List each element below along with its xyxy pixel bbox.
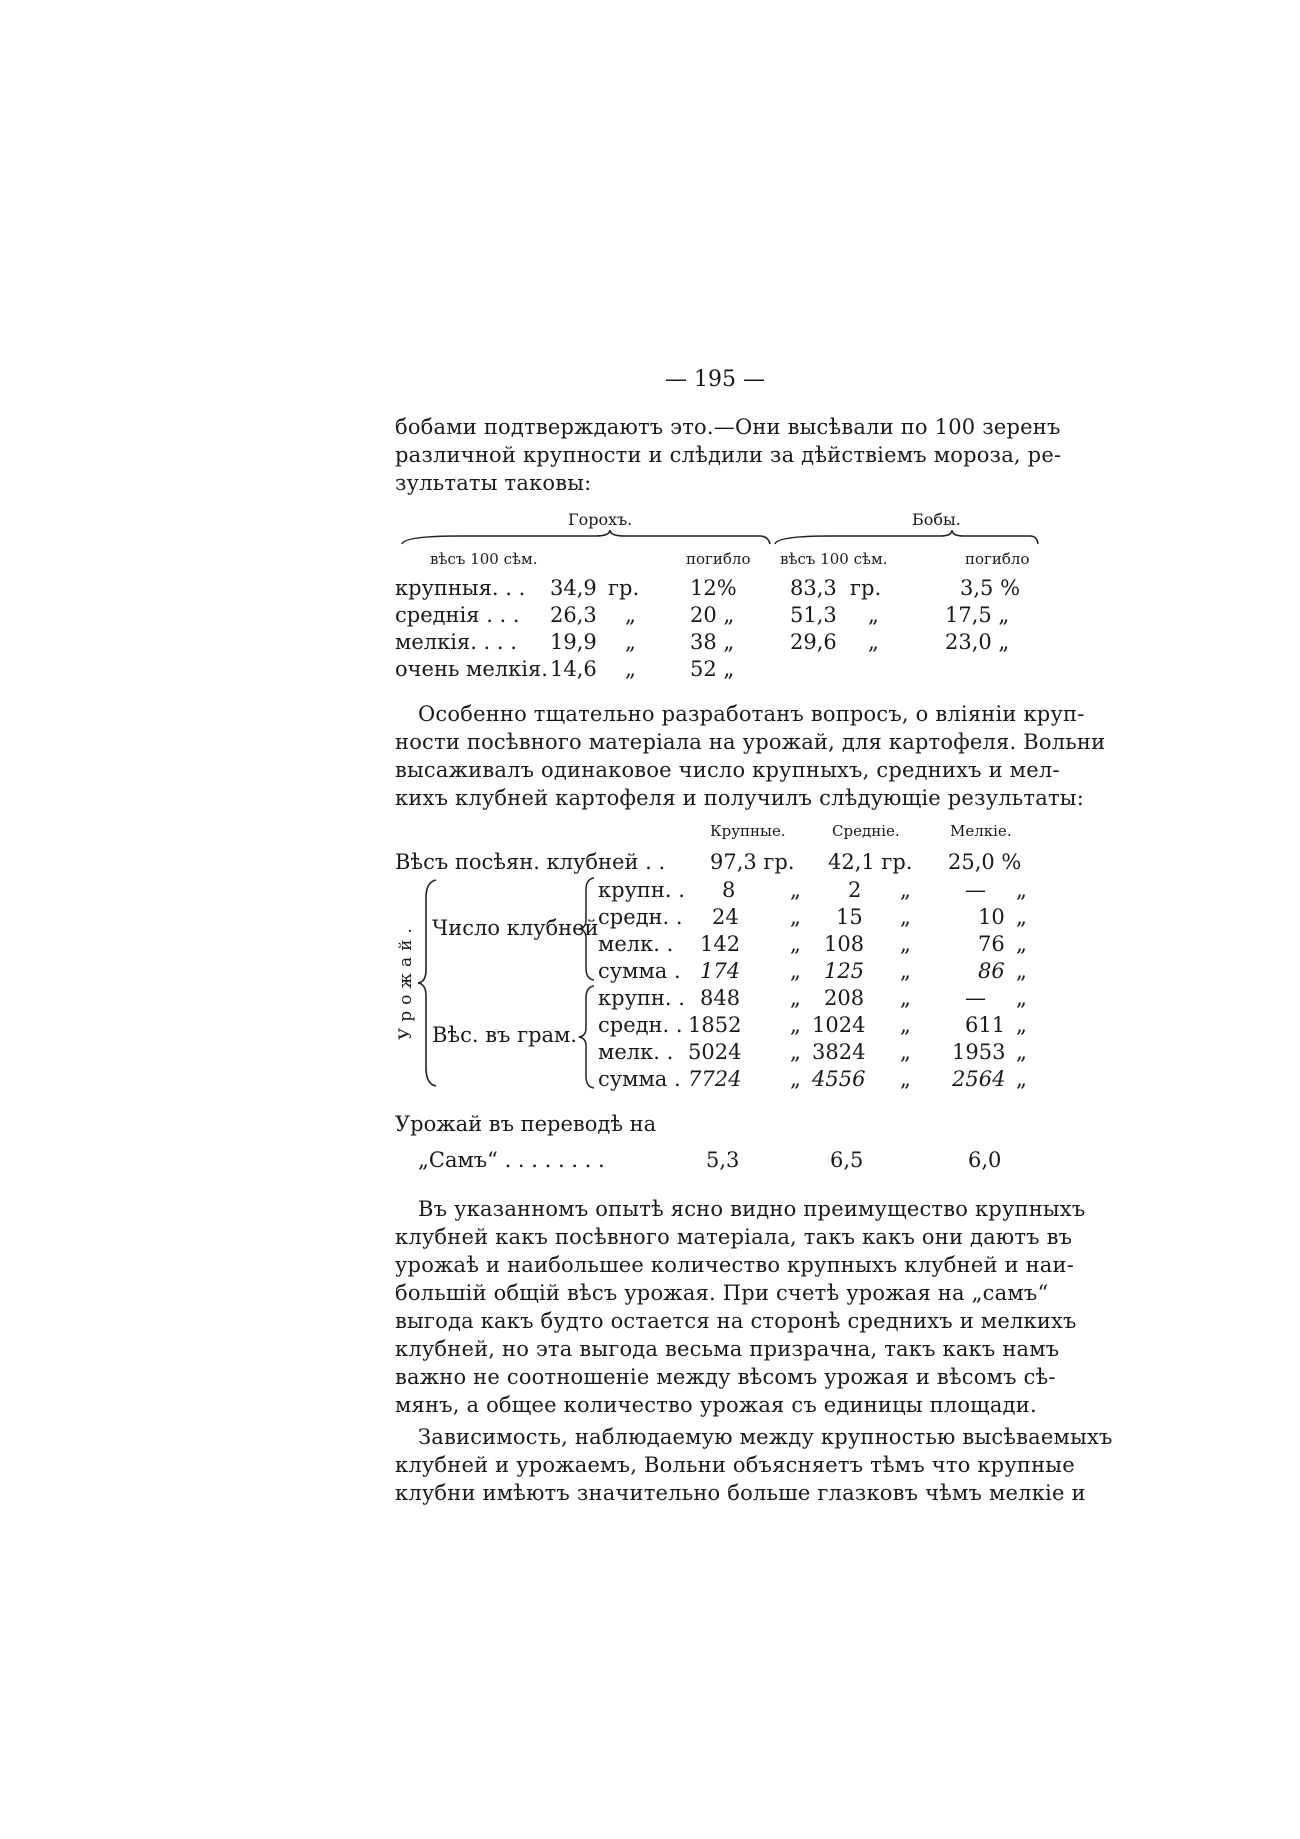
para1-line-3: высаживалъ одинаковое число крупныхъ, среднихъ и мел- (395, 758, 1060, 782)
t2-col-header-large: Крупные. (710, 822, 786, 840)
t2-g2-r2-c1: 1852 (688, 1013, 742, 1037)
t2-g2-r4-c1: 7724 (688, 1067, 742, 1091)
t2-g1-r4-c2: 125 (824, 959, 865, 983)
t2-g2-r4-sub: сумма . (598, 1067, 681, 1091)
t2-col-header-medium: Средніе. (832, 822, 900, 840)
t2-g1-r1-sub: крупн. . (598, 878, 685, 902)
t1-row1-p1: 12% (690, 576, 737, 600)
t1-row1-v1: 34,9 (550, 576, 597, 600)
t2-g2-r1-c3: — (965, 986, 986, 1010)
t1-row2-p1: 20 „ (690, 603, 735, 627)
t2-g2-r4-c3: 2564 (952, 1067, 1006, 1091)
t2-g1-r3-c3: 76 (978, 932, 1005, 956)
intro-line-3: зультаты таковы: (395, 471, 592, 495)
para2-line-2: клубней какъ посѣвного матеріала, такъ какъ они даютъ въ (395, 1225, 1073, 1249)
group1-brace (576, 876, 600, 982)
yield-small: 6,0 (968, 1148, 1002, 1172)
t2-g2-r4-c2: 4556 (812, 1067, 866, 1091)
t2-g1-r1-d2: „ (900, 878, 911, 902)
t2-g1-r3-c1: 142 (700, 932, 741, 956)
t2-weight-small: 25,0 % (948, 850, 1022, 874)
t1-row2-u2: „ (868, 603, 879, 627)
t2-g2-r3-d1: „ (790, 1040, 801, 1064)
t1-row1-u1: гр. (608, 576, 640, 600)
t2-g2-r4-d3: „ (1016, 1067, 1027, 1091)
t2-g2-r3-d2: „ (900, 1040, 911, 1064)
t2-g1-r2-d3: „ (1016, 905, 1027, 929)
t2-g2-r2-c2: 1024 (812, 1013, 866, 1037)
para2-line-1: Въ указанномъ опытѣ ясно видно преимущество крупныхъ (418, 1197, 1086, 1221)
t2-g2-r1-c1: 848 (700, 986, 741, 1010)
t1-row3-label: мелкія. . . . (395, 630, 517, 654)
t2-g2-r4-d1: „ (790, 1067, 801, 1091)
t2-g1-r4-d3: „ (1016, 959, 1027, 983)
para2-line-5: выгода какъ будто остается на сторонѣ среднихъ и мелкихъ (395, 1309, 1077, 1333)
t2-g1-r2-d1: „ (790, 905, 801, 929)
t2-g1-r3-d2: „ (900, 932, 911, 956)
intro-line-2: различной крупности и слѣдили за дѣйствіемъ мороза, ре- (395, 443, 1062, 467)
para3-line-3: клубни имѣютъ значительно больше глазковъ чѣмъ мелкіе и (395, 1481, 1086, 1505)
t2-g2-r3-c2: 3824 (812, 1040, 866, 1064)
t2-g1-r4-c1: 174 (700, 959, 741, 983)
para1-line-4: кихъ клубней картофеля и получилъ слѣдующіе результаты: (395, 786, 1084, 810)
para3-line-2: клубней и урожаемъ, Вольни объясняетъ тѣмъ что крупные (395, 1453, 1075, 1477)
t1-row3-p1: 38 „ (690, 630, 735, 654)
t2-g2-r1-d2: „ (900, 986, 911, 1010)
t1-row4-u1: „ (625, 657, 636, 681)
t2-g2-r3-d3: „ (1016, 1040, 1027, 1064)
t2-weight-medium: 42,1 гр. (828, 850, 913, 874)
t1-row3-u2: „ (868, 630, 879, 654)
t2-weight-large: 97,3 гр. (710, 850, 795, 874)
t1-row3-v2: 29,6 (790, 630, 837, 654)
t1-row1-p2: 3,5 % (960, 576, 1021, 600)
t1-row3-u1: „ (625, 630, 636, 654)
t2-g2-r1-d3: „ (1016, 986, 1027, 1010)
t2-g1-r1-d1: „ (790, 878, 801, 902)
para1-line-1: Особенно тщательно разработанъ вопросъ, о вліяніи круп- (418, 702, 1085, 726)
col-header-beans-killed: погибло (965, 550, 1030, 568)
t1-row4-label: очень мелкія. (395, 657, 548, 681)
yield-label-2: „Самъ“ . . . . . . . . (418, 1148, 605, 1172)
t2-g1-r2-c1: 24 (712, 905, 739, 929)
harvest-side-label: Урожай. (396, 922, 416, 1040)
t2-g1-r4-sub: сумма . (598, 959, 681, 983)
col-header-peas-killed: погибло (686, 550, 751, 568)
group-header-peas: Горохъ. (568, 510, 633, 529)
t2-group1-label: Число клубней (432, 916, 599, 940)
t2-g1-r2-d2: „ (900, 905, 911, 929)
col-header-beans-weight: вѣсъ 100 сѣм. (780, 550, 888, 568)
t2-g1-r4-d1: „ (790, 959, 801, 983)
yield-medium: 6,5 (830, 1148, 864, 1172)
t2-g2-r3-sub: мелк. . (598, 1040, 674, 1064)
t2-g1-r3-d1: „ (790, 932, 801, 956)
para2-line-7: важно не соотношеніе между вѣсомъ урожая и вѣсомъ сѣ- (395, 1365, 1056, 1389)
yield-large: 5,3 (706, 1148, 740, 1172)
t2-g1-r2-c2: 15 (836, 905, 863, 929)
t2-group2-label: Вѣс. въ грам. (432, 1023, 578, 1047)
group2-brace (576, 984, 600, 1090)
t1-row1-v2: 83,3 (790, 576, 837, 600)
t2-g2-r3-c3: 1953 (952, 1040, 1006, 1064)
t2-g2-r2-d1: „ (790, 1013, 801, 1037)
t2-g1-r1-c1: 8 (722, 878, 736, 902)
t2-g2-r1-c2: 208 (824, 986, 865, 1010)
t2-g1-r1-c3: — (965, 878, 986, 902)
t1-row4-v1: 14,6 (550, 657, 597, 681)
t2-g1-r1-c2: 2 (848, 878, 862, 902)
col-header-peas-weight: вѣсъ 100 сѣм. (430, 550, 538, 568)
t1-row2-label: среднія . . . (395, 603, 520, 627)
t2-g2-r3-c1: 5024 (688, 1040, 742, 1064)
para2-line-8: мянъ, а общее количество урожая съ единицы площади. (395, 1393, 1037, 1417)
t1-row4-p1: 52 „ (690, 657, 735, 681)
para1-line-2: ности посѣвного матеріала на урожай, для картофеля. Вольни (395, 730, 1106, 754)
t2-g1-r3-d3: „ (1016, 932, 1027, 956)
t2-g2-r4-d2: „ (900, 1067, 911, 1091)
para2-line-3: урожаѣ и наибольшее количество крупныхъ клубней и наи- (395, 1253, 1075, 1277)
t2-g1-r2-c3: 10 (978, 905, 1005, 929)
t2-g2-r2-c3: 611 (965, 1013, 1006, 1037)
t2-g1-r3-sub: мелк. . (598, 932, 674, 956)
t2-g2-r1-d1: „ (790, 986, 801, 1010)
t1-row2-u1: „ (625, 603, 636, 627)
page-number: — 195 — (665, 367, 765, 392)
t1-row1-label: крупныя. . . (395, 576, 526, 600)
para2-line-6: клубней, но эта выгода весьма призрачна, такъ какъ намъ (395, 1337, 1060, 1361)
intro-line-1: бобами подтверждаютъ это.—Они высѣвали по 100 зеренъ (395, 415, 1061, 439)
t1-row3-p2: 23,0 „ (945, 630, 1010, 654)
t2-g2-r1-sub: крупн. . (598, 986, 685, 1010)
t2-weight-label: Вѣсъ посѣян. клубней . . (395, 850, 666, 874)
group-header-beans: Бобы. (912, 510, 961, 529)
t2-col-header-small: Мелкіе. (950, 822, 1012, 840)
t2-g2-r2-d3: „ (1016, 1013, 1027, 1037)
t2-g2-r2-d2: „ (900, 1013, 911, 1037)
t1-row2-v2: 51,3 (790, 603, 837, 627)
t1-row3-v1: 19,9 (550, 630, 597, 654)
t2-g1-r3-c2: 108 (824, 932, 865, 956)
para2-line-4: большій общій вѣсъ урожая. При счетѣ урожая на „самъ“ (395, 1281, 1049, 1305)
t2-g1-r2-sub: средн. . (598, 905, 683, 929)
t2-g2-r2-sub: средн. . (598, 1013, 683, 1037)
column-group-braces (400, 530, 1040, 546)
t1-row1-u2: гр. (850, 576, 882, 600)
yield-label-1: Урожай въ переводѣ на (395, 1112, 657, 1136)
para3-line-1: Зависимость, наблюдаемую между крупностью высѣваемыхъ (418, 1425, 1113, 1449)
t1-row2-p2: 17,5 „ (945, 603, 1010, 627)
t2-g1-r4-d2: „ (900, 959, 911, 983)
t1-row2-v1: 26,3 (550, 603, 597, 627)
t2-g1-r4-c3: 86 (978, 959, 1005, 983)
t2-g1-r1-d3: „ (1016, 878, 1027, 902)
